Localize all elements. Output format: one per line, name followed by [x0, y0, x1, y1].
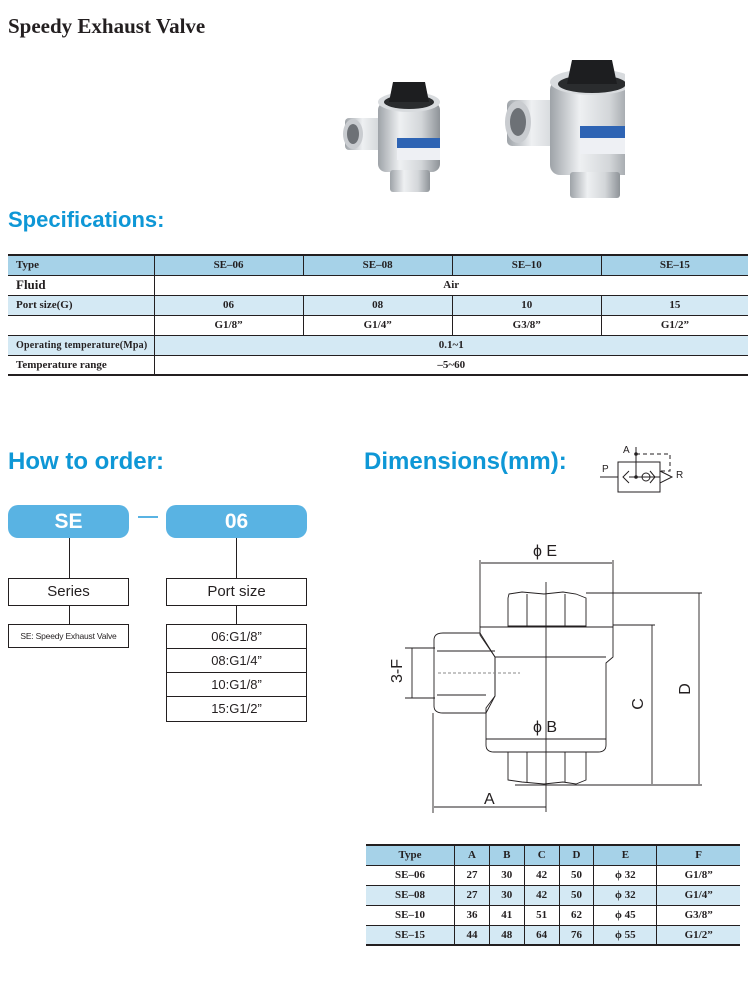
dim-cell: ϕ 45	[594, 905, 657, 925]
connector-line	[69, 538, 70, 578]
dim-cell: 51	[524, 905, 559, 925]
spec-header-cell: SE–10	[452, 255, 601, 275]
table-row	[8, 255, 748, 275]
dash-separator	[138, 516, 158, 518]
label-3f: 3-F	[389, 659, 406, 683]
port-thread: G1/4”	[303, 315, 452, 335]
specifications-heading: Specifications:	[8, 207, 165, 232]
symbol-label-a: A	[623, 445, 630, 456]
how-to-order-heading: How to order:	[8, 448, 164, 475]
temperature-value: –5~60	[154, 355, 748, 375]
fluid-label: Fluid	[8, 275, 154, 295]
dim-cell: 48	[489, 925, 524, 945]
dim-cell: G1/2”	[657, 925, 740, 945]
dim-header-cell: A	[455, 845, 490, 865]
dimensions-heading: Dimensions(mm):	[364, 448, 567, 475]
dim-cell: 50	[559, 865, 594, 885]
port-code-pill: 06	[166, 505, 307, 538]
dimensions-table	[366, 844, 740, 946]
dim-header-cell: E	[594, 845, 657, 865]
table-row	[8, 315, 748, 335]
label-phi-e: ϕ E	[533, 543, 558, 560]
port-option: 15:G1/2”	[166, 696, 307, 722]
dim-cell: 27	[455, 865, 490, 885]
table-row	[366, 845, 740, 865]
valve-outline-drawing-icon	[380, 530, 720, 820]
dim-cell: G1/4”	[657, 885, 740, 905]
port-size-label-box: Port size	[166, 578, 307, 606]
symbol-label-r: R	[676, 470, 684, 481]
dim-header-cell: B	[489, 845, 524, 865]
dim-cell: 42	[524, 865, 559, 885]
dim-cell: G1/8”	[657, 865, 740, 885]
dim-cell: 62	[559, 905, 594, 925]
port-thread: G1/8”	[154, 315, 303, 335]
dim-cell: SE–06	[366, 865, 455, 885]
port-thread: G3/8”	[452, 315, 601, 335]
table-row	[366, 925, 740, 945]
dim-cell: 30	[489, 865, 524, 885]
series-desc-box: SE: Speedy Exhaust Valve	[8, 624, 129, 648]
product-image	[335, 60, 625, 205]
fluid-value: Air	[154, 275, 748, 295]
spec-header-type: Type	[8, 255, 154, 275]
port-option: 10:G1/8”	[166, 672, 307, 697]
table-row	[366, 885, 740, 905]
table-row	[366, 905, 740, 925]
operating-value: 0.1~1	[154, 335, 748, 355]
dim-cell: 27	[455, 885, 490, 905]
dim-header-cell: F	[657, 845, 740, 865]
spec-header-cell: SE–08	[303, 255, 452, 275]
dim-cell: 36	[455, 905, 490, 925]
series-code-pill: SE	[8, 505, 129, 538]
port-code: 15	[601, 295, 748, 315]
dim-cell: 44	[455, 925, 490, 945]
connector-line	[236, 538, 237, 578]
port-code: 06	[154, 295, 303, 315]
dim-cell: ϕ 32	[594, 865, 657, 885]
dim-cell: 64	[524, 925, 559, 945]
table-row	[8, 295, 748, 315]
dim-cell: ϕ 55	[594, 925, 657, 945]
dim-cell: SE–10	[366, 905, 455, 925]
table-row	[366, 865, 740, 885]
dim-header-cell: D	[559, 845, 594, 865]
dim-cell: SE–08	[366, 885, 455, 905]
port-option: 06:G1/8”	[166, 624, 307, 649]
symbol-label-p: P	[602, 464, 609, 475]
port-size-label: Port size(G)	[8, 295, 154, 315]
dim-cell: 42	[524, 885, 559, 905]
pneumatic-symbol	[598, 442, 698, 502]
label-d: D	[676, 683, 694, 695]
table-row	[8, 275, 748, 295]
spec-header-cell: SE–06	[154, 255, 303, 275]
dim-cell: 50	[559, 885, 594, 905]
dim-cell: 41	[489, 905, 524, 925]
dim-cell: 76	[559, 925, 594, 945]
dim-header-cell: Type	[366, 845, 455, 865]
temperature-label: Temperature range	[8, 355, 154, 375]
dimension-drawing	[380, 530, 720, 820]
dim-cell: G3/8”	[657, 905, 740, 925]
label-c: C	[629, 698, 647, 710]
label-a: A	[484, 791, 495, 808]
dim-header-cell: C	[524, 845, 559, 865]
series-label-box: Series	[8, 578, 129, 606]
dim-cell: SE–15	[366, 925, 455, 945]
page-title: Speedy Exhaust Valve	[8, 14, 206, 38]
empty-cell	[8, 315, 154, 335]
port-code: 10	[452, 295, 601, 315]
table-row	[8, 355, 748, 375]
operating-label: Operating temperature(Mpa)	[8, 335, 154, 355]
label-phi-b: ϕ B	[533, 719, 558, 736]
specifications-table	[8, 254, 748, 376]
port-option: 08:G1/4”	[166, 648, 307, 673]
dim-cell: 30	[489, 885, 524, 905]
connector-line	[69, 606, 70, 624]
dim-cell: ϕ 32	[594, 885, 657, 905]
connector-line	[236, 606, 237, 624]
spec-header-cell: SE–15	[601, 255, 748, 275]
port-code: 08	[303, 295, 452, 315]
table-row	[8, 335, 748, 355]
port-thread: G1/2”	[601, 315, 748, 335]
